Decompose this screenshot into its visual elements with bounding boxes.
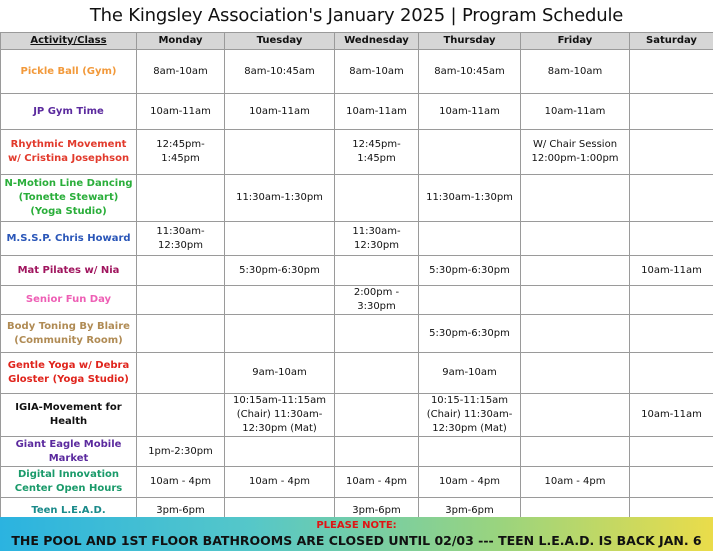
schedule-cell	[419, 437, 521, 467]
column-header-friday: Friday	[521, 33, 630, 50]
schedule-cell	[630, 315, 713, 353]
schedule-cell	[137, 353, 225, 394]
schedule-cell	[225, 286, 335, 315]
schedule-cell	[630, 50, 713, 94]
schedule-cell: 3pm-6pm	[335, 498, 419, 524]
activity-name: Gentle Yoga w/ Debra Gloster (Yoga Studio)	[1, 353, 137, 394]
activity-name: N-Motion Line Dancing (Tonette Stewart) (Yoga Studio)	[1, 175, 137, 222]
schedule-cell: 11:30am-12:30pm	[335, 222, 419, 256]
schedule-cell	[630, 353, 713, 394]
schedule-cell	[521, 353, 630, 394]
schedule-cell: 10am - 4pm	[335, 467, 419, 498]
schedule-cell: 8am-10:45am	[225, 50, 335, 94]
schedule-body	[1, 50, 713, 524]
schedule-cell	[630, 437, 713, 467]
schedule-cell: 2:00pm - 3:30pm	[335, 286, 419, 315]
schedule-cell	[335, 175, 419, 222]
table-row	[1, 94, 713, 130]
schedule-cell	[630, 467, 713, 498]
notice-label: PLEASE NOTE:	[316, 520, 397, 531]
activity-name: JP Gym Time	[1, 94, 137, 130]
activity-name: Body Toning By Blaire (Community Room)	[1, 315, 137, 353]
schedule-cell	[137, 394, 225, 437]
schedule-cell	[521, 175, 630, 222]
schedule-cell	[521, 394, 630, 437]
schedule-cell: 1pm-2:30pm	[137, 437, 225, 467]
schedule-cell: 10am - 4pm	[137, 467, 225, 498]
table-row	[1, 222, 713, 256]
column-header-wednesday: Wednesday	[335, 33, 419, 50]
schedule-cell	[419, 286, 521, 315]
schedule-cell	[137, 175, 225, 222]
column-header-activity: Activity/Class	[1, 33, 137, 50]
schedule-cell	[630, 130, 713, 175]
schedule-cell: 8am-10:45am	[419, 50, 521, 94]
schedule-cell	[521, 222, 630, 256]
activity-name: IGIA-Movement for Health	[1, 394, 137, 437]
schedule-cell: W/ Chair Session 12:00pm-1:00pm	[521, 130, 630, 175]
schedule-cell: 8am-10am	[521, 50, 630, 94]
table-row	[1, 256, 713, 286]
schedule-cell: 12:45pm-1:45pm	[137, 130, 225, 175]
schedule-cell: 5:30pm-6:30pm	[419, 256, 521, 286]
schedule-cell	[335, 394, 419, 437]
schedule-cell	[335, 256, 419, 286]
activity-name: Digital Innovation Center Open Hours	[1, 467, 137, 498]
page-title: The Kingsley Association's January 2025 | Program Schedule	[89, 5, 624, 26]
schedule-cell	[225, 130, 335, 175]
schedule-cell	[521, 286, 630, 315]
schedule-cell	[521, 315, 630, 353]
schedule-cell: 11:30am-1:30pm	[225, 175, 335, 222]
schedule-cell	[225, 437, 335, 467]
table-row	[1, 50, 713, 94]
schedule-cell: 8am-10am	[137, 50, 225, 94]
table-row	[1, 437, 713, 467]
schedule-cell: 10am - 4pm	[225, 467, 335, 498]
schedule-cell	[630, 175, 713, 222]
activity-name: Giant Eagle Mobile Market	[1, 437, 137, 467]
schedule-cell	[137, 256, 225, 286]
notice-banner	[0, 517, 713, 551]
schedule-cell	[630, 94, 713, 130]
activity-name: Senior Fun Day	[1, 286, 137, 315]
schedule-cell	[137, 315, 225, 353]
schedule-cell: 9am-10am	[419, 353, 521, 394]
schedule-cell	[521, 256, 630, 286]
column-header-saturday: Saturday	[630, 33, 713, 50]
table-row	[1, 130, 713, 175]
schedule-cell	[335, 353, 419, 394]
schedule-cell	[630, 286, 713, 315]
schedule-cell	[419, 130, 521, 175]
schedule-table	[0, 32, 713, 524]
table-row	[1, 394, 713, 437]
schedule-cell: 9am-10am	[225, 353, 335, 394]
activity-name: Rhythmic Movement w/ Cristina Josephson	[1, 130, 137, 175]
schedule-cell: 12:45pm-1:45pm	[335, 130, 419, 175]
schedule-cell: 10:15am-11:15am (Chair) 11:30am-12:30pm (Mat)	[225, 394, 335, 437]
schedule-cell	[335, 315, 419, 353]
schedule-cell	[225, 222, 335, 256]
schedule-cell	[225, 315, 335, 353]
schedule-cell	[419, 222, 521, 256]
schedule-cell: 3pm-6pm	[137, 498, 225, 524]
schedule-cell	[137, 286, 225, 315]
activity-name: M.S.S.P. Chris Howard	[1, 222, 137, 256]
schedule-cell: 5:30pm-6:30pm	[225, 256, 335, 286]
table-row	[1, 175, 713, 222]
table-row	[1, 353, 713, 394]
schedule-cell: 10:15-11:15am (Chair) 11:30am-12:30pm (Mat)	[419, 394, 521, 437]
schedule-cell: 8am-10am	[335, 50, 419, 94]
schedule-cell: 10am - 4pm	[521, 467, 630, 498]
schedule-cell: 10am-11am	[225, 94, 335, 130]
notice-text: THE POOL AND 1ST FLOOR BATHROOMS ARE CLOSED UNTIL 02/03 --- TEEN L.E.A.D. IS BACK JAN. 6	[11, 533, 702, 548]
schedule-cell: 10am - 4pm	[419, 467, 521, 498]
schedule-cell	[335, 437, 419, 467]
schedule-cell	[630, 222, 713, 256]
table-row	[1, 315, 713, 353]
schedule-cell: 11:30am-1:30pm	[419, 175, 521, 222]
schedule-cell: 3pm-6pm	[419, 498, 521, 524]
schedule-cell: 10am-11am	[137, 94, 225, 130]
table-row	[1, 467, 713, 498]
schedule-cell: 11:30am-12:30pm	[137, 222, 225, 256]
header-row	[1, 33, 713, 50]
schedule-cell: 10am-11am	[630, 394, 713, 437]
schedule-cell: 10am-11am	[335, 94, 419, 130]
activity-name: Mat Pilates w/ Nia	[1, 256, 137, 286]
schedule-cell	[521, 437, 630, 467]
column-header-tuesday: Tuesday	[225, 33, 335, 50]
schedule-cell: 5:30pm-6:30pm	[419, 315, 521, 353]
table-row	[1, 286, 713, 315]
schedule-cell: 10am-11am	[630, 256, 713, 286]
column-header-thursday: Thursday	[419, 33, 521, 50]
activity-name: Teen L.E.A.D.	[1, 498, 137, 524]
activity-name: Pickle Ball (Gym)	[1, 50, 137, 94]
schedule-cell: 10am-11am	[521, 94, 630, 130]
schedule-cell: 10am-11am	[419, 94, 521, 130]
column-header-monday: Monday	[137, 33, 225, 50]
